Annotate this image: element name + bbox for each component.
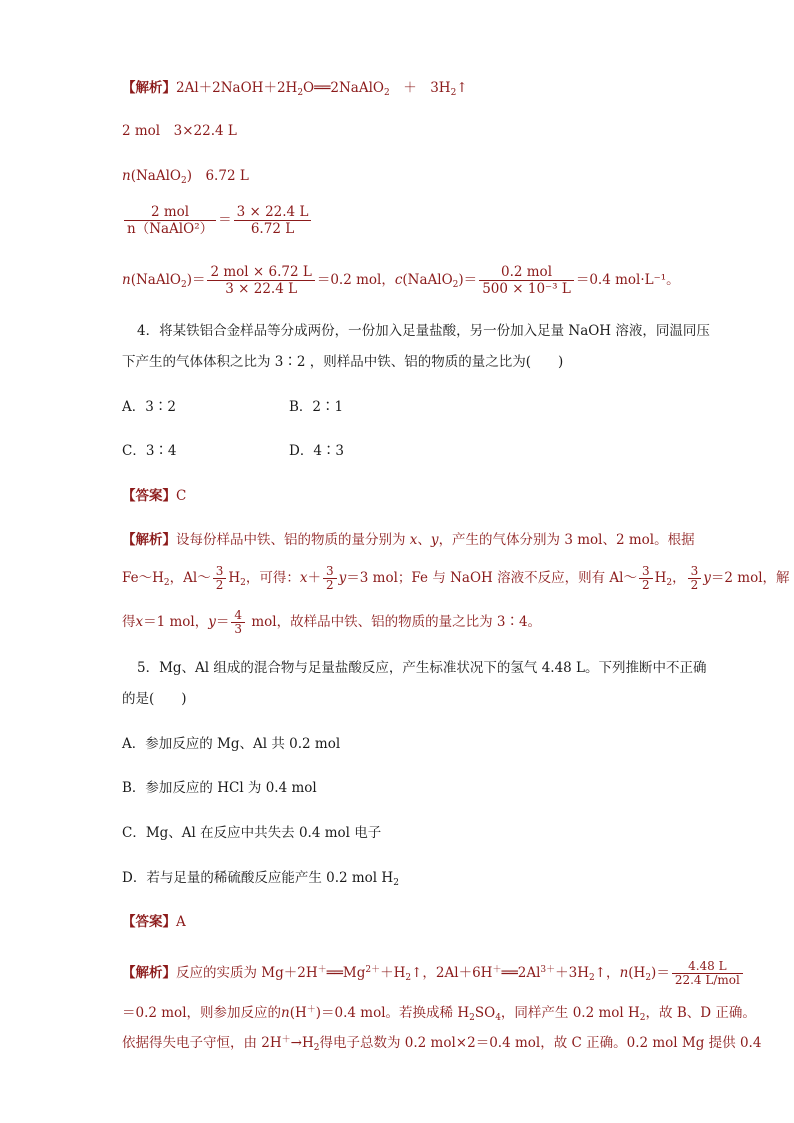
analysis-text: H [654, 570, 667, 586]
analysis-text: ↑，2Al＋6H [411, 965, 493, 981]
fraction-numerator: 2 mol [124, 204, 216, 221]
question-4-option-c: C．3∶4 [122, 443, 177, 459]
analysis-text: ，同样产生 0.2 mol H [500, 1005, 640, 1021]
analysis-text: ，可得： [245, 570, 300, 586]
fraction-denominator: 6.72 L [250, 221, 295, 237]
result-text: ＝0.2 mol， [316, 272, 395, 288]
question-5-analysis-line-2: ＝0.2 mol，则参加反应的n(H＋)＝0.4 mol。若换成稀 $H_2SO_4$，同样产生 0.2 mol $H_2$，故 B、D 正确。 [122, 1005, 756, 1023]
fraction: $\frac{3}{2}$ [639, 565, 653, 592]
analysis-text: ＝0.2 mol，则参加反应的 [122, 1005, 282, 1021]
question-5-stem-line-1: 5．Mg、Al 组成的混合物与足量盐酸反应，产生标准状况下的氢气 4.48 L。下列推断中不正确 [137, 660, 707, 676]
fraction-denominator: n（NaAlO²） [127, 221, 214, 237]
ratio-line [122, 121, 237, 141]
analysis-text: ， [672, 570, 686, 586]
equation-part: ↑ [456, 80, 468, 96]
fraction-numerator: 4.48 L [672, 960, 743, 974]
answer-value: A [176, 914, 186, 930]
analysis-text: 得 [122, 614, 136, 630]
fraction [207, 264, 314, 297]
fraction [234, 204, 312, 237]
ratio-text: ) 6.72 L [186, 168, 249, 184]
analysis-text: H [228, 570, 241, 586]
result-text: (NaAlO [130, 272, 181, 288]
equation-part: ＋ 3H [403, 80, 451, 96]
analysis-text: ，产生的气体分别为 3 mol、2 mol。根据 [438, 532, 695, 548]
proportion-line: $\frac{\text{2 mol}}{\text{n（NaAlO²）}}$ ＝ $\frac{3 \times 22.4 L}{6.72 L}$ [122, 204, 313, 237]
analysis-text: (H [628, 965, 646, 981]
fraction-denominator: 3 × 22.4 L [225, 281, 298, 297]
ratio-line-2: n(NaAlO$_2$) 6.72 L [122, 168, 249, 186]
fraction: $\frac{3}{2}$ [688, 565, 702, 592]
question-4-option-a: A．3∶2 [122, 399, 176, 415]
fraction-numerator: 3 × 22.4 L [234, 204, 312, 221]
analysis-tag: 【解析】 [122, 80, 176, 96]
analysis-text: ，Al～ [169, 570, 211, 586]
analysis-text: ，故 B、D 正确。 [645, 1005, 756, 1021]
analysis-text: 依据得失电子守恒，由 2H [122, 1035, 282, 1051]
analysis-equation-line: 【解析】$2Al+2NaOH+2H_2O══2NaAlO_2$ ＋ $3H_2↑$ [122, 80, 468, 98]
analysis-text: ══Mg [326, 965, 366, 981]
result-text: ＝0.4 mol·L⁻¹。 [575, 272, 680, 288]
analysis-tag: 【解析】 [122, 532, 176, 548]
question-5-stem-line-2: 的是( ) [122, 691, 187, 707]
analysis-text: )＝0.4 mol。若换成稀 H [315, 1005, 470, 1021]
equation-part: 2Al＋2NaOH＋2H [176, 80, 298, 96]
analysis-text: (H [289, 1005, 307, 1021]
fraction: $\frac{3}{2}$ [323, 565, 337, 592]
analysis-text: 得电子总数为 0.2 mol×2＝0.4 mol，故 C 正确。0.2 mol Mg 提供 0.4 [319, 1035, 762, 1051]
question-4-option-b: B．2∶1 [289, 399, 344, 415]
question-4-answer [122, 486, 186, 506]
ratio-text: (NaAlO [130, 168, 181, 184]
analysis-tag: 【解析】 [122, 965, 176, 981]
analysis-text: ＋3H [555, 965, 590, 981]
analysis-text: ＝3 mol；Fe 与 NaOH 溶液不反应，则有 Al～ [346, 570, 637, 586]
equation-part: O══2NaAlO [303, 80, 384, 96]
answer-value: C [176, 488, 187, 504]
question-5-analysis-line-1: 【解析】反应的实质为 $Mg+2H^+══Mg^{2+}+H_2↑$，$2Al+6H^+══2Al^{3+}+3H_2↑$，$n(H_2)=$ $\frac{4.48 L}{\text{22.4 L/mol}}$ [122, 960, 745, 988]
fraction [124, 204, 216, 237]
fraction: $\frac{4}{3}$ [231, 609, 245, 636]
result-var: n [122, 272, 131, 288]
question-4-analysis-line-1: 【解析】设每份样品中铁、铝的物质的量分别为 x、y，产生的气体分别为 3 mol、2 mol。根据 [122, 532, 695, 548]
answer-tag: 【答案】 [122, 488, 176, 504]
question-5-option-a: A．参加反应的 Mg、Al 共 0.2 mol [122, 736, 341, 752]
analysis-text: ↑， [594, 965, 620, 981]
fraction-denominator: 500 × 10⁻³ L [482, 281, 571, 297]
analysis-text: SO [474, 1005, 496, 1021]
analysis-text: →H [290, 1035, 314, 1051]
question-5-option-d: D．若与足量的稀硫酸反应能产生 0.2 mol $H_2$ [122, 870, 399, 888]
fraction [672, 960, 743, 987]
analysis-text: ＋H [380, 965, 406, 981]
analysis-text: mol，故样品中铁、铝的物质的量之比为 3∶4。 [247, 614, 542, 630]
analysis-text: )＝ [651, 965, 670, 981]
question-4-option-d: D．4∶3 [289, 443, 345, 459]
question-5-analysis-line-3: 依据得失电子守恒，由 $2H^+\to H_2$得电子总数为 0.2 mol×2＝0.4 mol，故 C 正确。0.2 mol Mg 提供 0.4 [122, 1035, 762, 1053]
ratio-var: n [122, 168, 131, 184]
result-line: n(NaAlO$_2$)＝ $\frac{\text{2 mol × 6.72 L}}{3 \times 22.4 L}$ ＝0.2 mol，c(NaAlO$_2$)＝ $\frac{\text{0.2 mol}}{\text{500 × 10⁻³ L}}$ ＝0.4 mol·L⁻¹。 [122, 264, 680, 297]
fraction-numerator: 0.2 mol [479, 264, 574, 281]
result-text: (NaAlO [402, 272, 453, 288]
analysis-text: ＝1 mol， [143, 614, 209, 630]
question-5-option-c: C．Mg、Al 在反应中共失去 0.4 mol 电子 [122, 825, 382, 841]
analysis-text: ＝2 mol，解 [710, 570, 790, 586]
fraction-denominator: 22.4 L/mol [674, 973, 740, 987]
question-4-stem-line-2: 下产生的气体体积之比为 3∶2 ，则样品中铁、铝的物质的量之比为( ) [122, 354, 564, 370]
analysis-text: 反应的实质为 Mg＋2H [176, 965, 318, 981]
question-4-analysis-line-2: $Fe\sim H_2$，Al～ $\frac{3}{2}$ $H_2$，可得：x＋ $\frac{3}{2}$ y＝3 mol；Fe 与 NaOH 溶液不反应，则有 Al～ $\frac{3}{2}$ $H_2$， $\frac{3}{2}$ y＝2 mol，解 [122, 564, 790, 592]
question-5-answer [122, 912, 186, 932]
ratio-text: 2 mol 3×22.4 L [122, 123, 237, 139]
analysis-text: Fe～H [122, 570, 164, 586]
analysis-text: ══2Al [501, 965, 541, 981]
option-text: D．若与足量的稀硫酸反应能产生 0.2 mol H [122, 870, 394, 886]
answer-tag: 【答案】 [122, 914, 176, 930]
question-5-option-b: B．参加反应的 HCl 为 0.4 mol [122, 780, 317, 796]
analysis-text: 设每份样品中铁、铝的物质的量分别为 [176, 532, 406, 548]
fraction: $\frac{3}{2}$ [213, 565, 227, 592]
fraction [479, 264, 574, 297]
question-4-analysis-line-3: 得x＝1 mol，y＝ $\frac{4}{3}$ mol，故样品中铁、铝的物质的量之比为 3∶4。 [122, 608, 542, 636]
question-4-stem-line-1: 4．将某铁铝合金样品等分成两份，一份加入足量盐酸，另一份加入足量 NaOH 溶液，同温同压 [137, 323, 710, 339]
fraction-numerator: 2 mol × 6.72 L [207, 264, 314, 281]
result-var: c [394, 272, 403, 288]
